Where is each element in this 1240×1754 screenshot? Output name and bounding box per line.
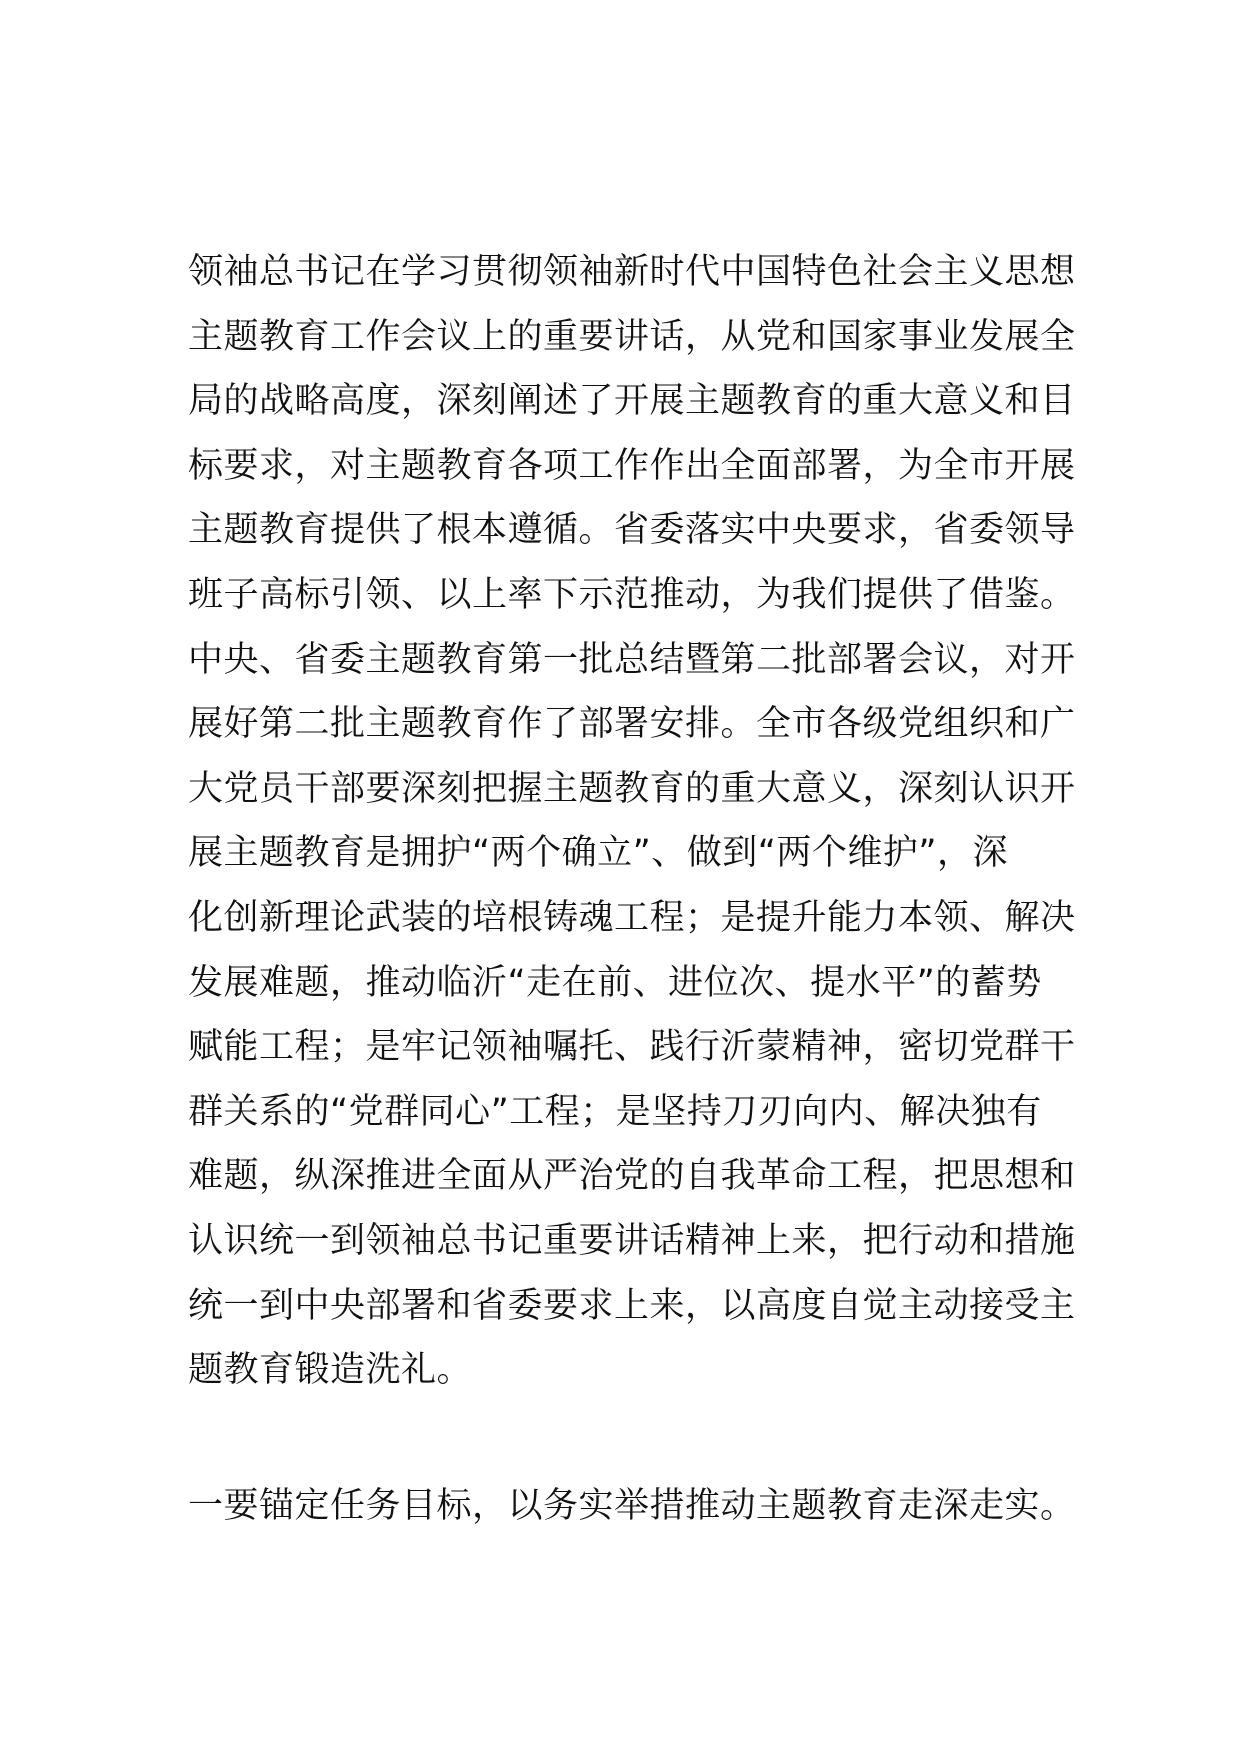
paragraph-line: 一要锚定任务目标，以务实举措推动主题教育走深走实。 — [188, 1486, 1076, 1526]
paragraph-line: 标要求，对主题教育各项工作作出全面部署，为全市开展 — [188, 445, 1076, 486]
paragraph-line: 主题教育提供了根本遵循。省委落实中央要求，省委领导 — [188, 510, 1076, 551]
paragraph-line: 领袖总书记在学习贯彻领袖新时代中国特色社会主义思想 — [188, 252, 1076, 292]
paragraph-line: 大党员干部要深刻把握主题教育的重大意义，深刻认识开 — [188, 768, 1076, 809]
paragraph-line: 赋能工程；是牢记领袖嘱托、践行沂蒙精神，密切党群干 — [188, 1027, 1076, 1068]
paragraph-line: 主题教育工作会议上的重要讲话，从党和国家事业发展全 — [188, 316, 1076, 357]
paragraph-line: 难题，纵深推进全面从严治党的自我革命工程，把思想和 — [188, 1156, 1076, 1197]
paragraph-line: 展好第二批主题教育作了部署安排。全市各级党组织和广 — [188, 704, 1076, 745]
paragraph-line: 认识统一到领袖总书记重要讲话精神上来，把行动和措施 — [188, 1220, 1076, 1261]
paragraph-line: 题教育锻造洗礼。 — [188, 1350, 473, 1391]
paragraph-line: 班子高标引领、以上率下示范推动，为我们提供了借鉴。 — [188, 574, 1076, 615]
body-paragraph-2 — [188, 1474, 1076, 1539]
body-paragraph-1 — [188, 240, 1076, 1403]
paragraph-line: 群关系的“党群同心”工程；是坚持刀刃向内、解决独有 — [188, 1091, 1042, 1132]
paragraph-line: 化创新理论武装的培根铸魂工程；是提升能力本领、解决 — [188, 897, 1076, 938]
paragraph-line: 发展难题，推动临沂“走在前、进位次、提水平”的蓄势 — [188, 962, 1042, 1003]
paragraph-line: 中央、省委主题教育第一批总结暨第二批部署会议，对开 — [188, 639, 1076, 680]
paragraph-line: 统一到中央部署和省委要求上来，以高度自觉主动接受主 — [188, 1285, 1076, 1326]
paragraph-line: 展主题教育是拥护“两个确立”、做到“两个维护”，深 — [188, 833, 1009, 874]
paragraph-line: 局的战略高度，深刻阐述了开展主题教育的重大意义和目 — [188, 381, 1076, 422]
